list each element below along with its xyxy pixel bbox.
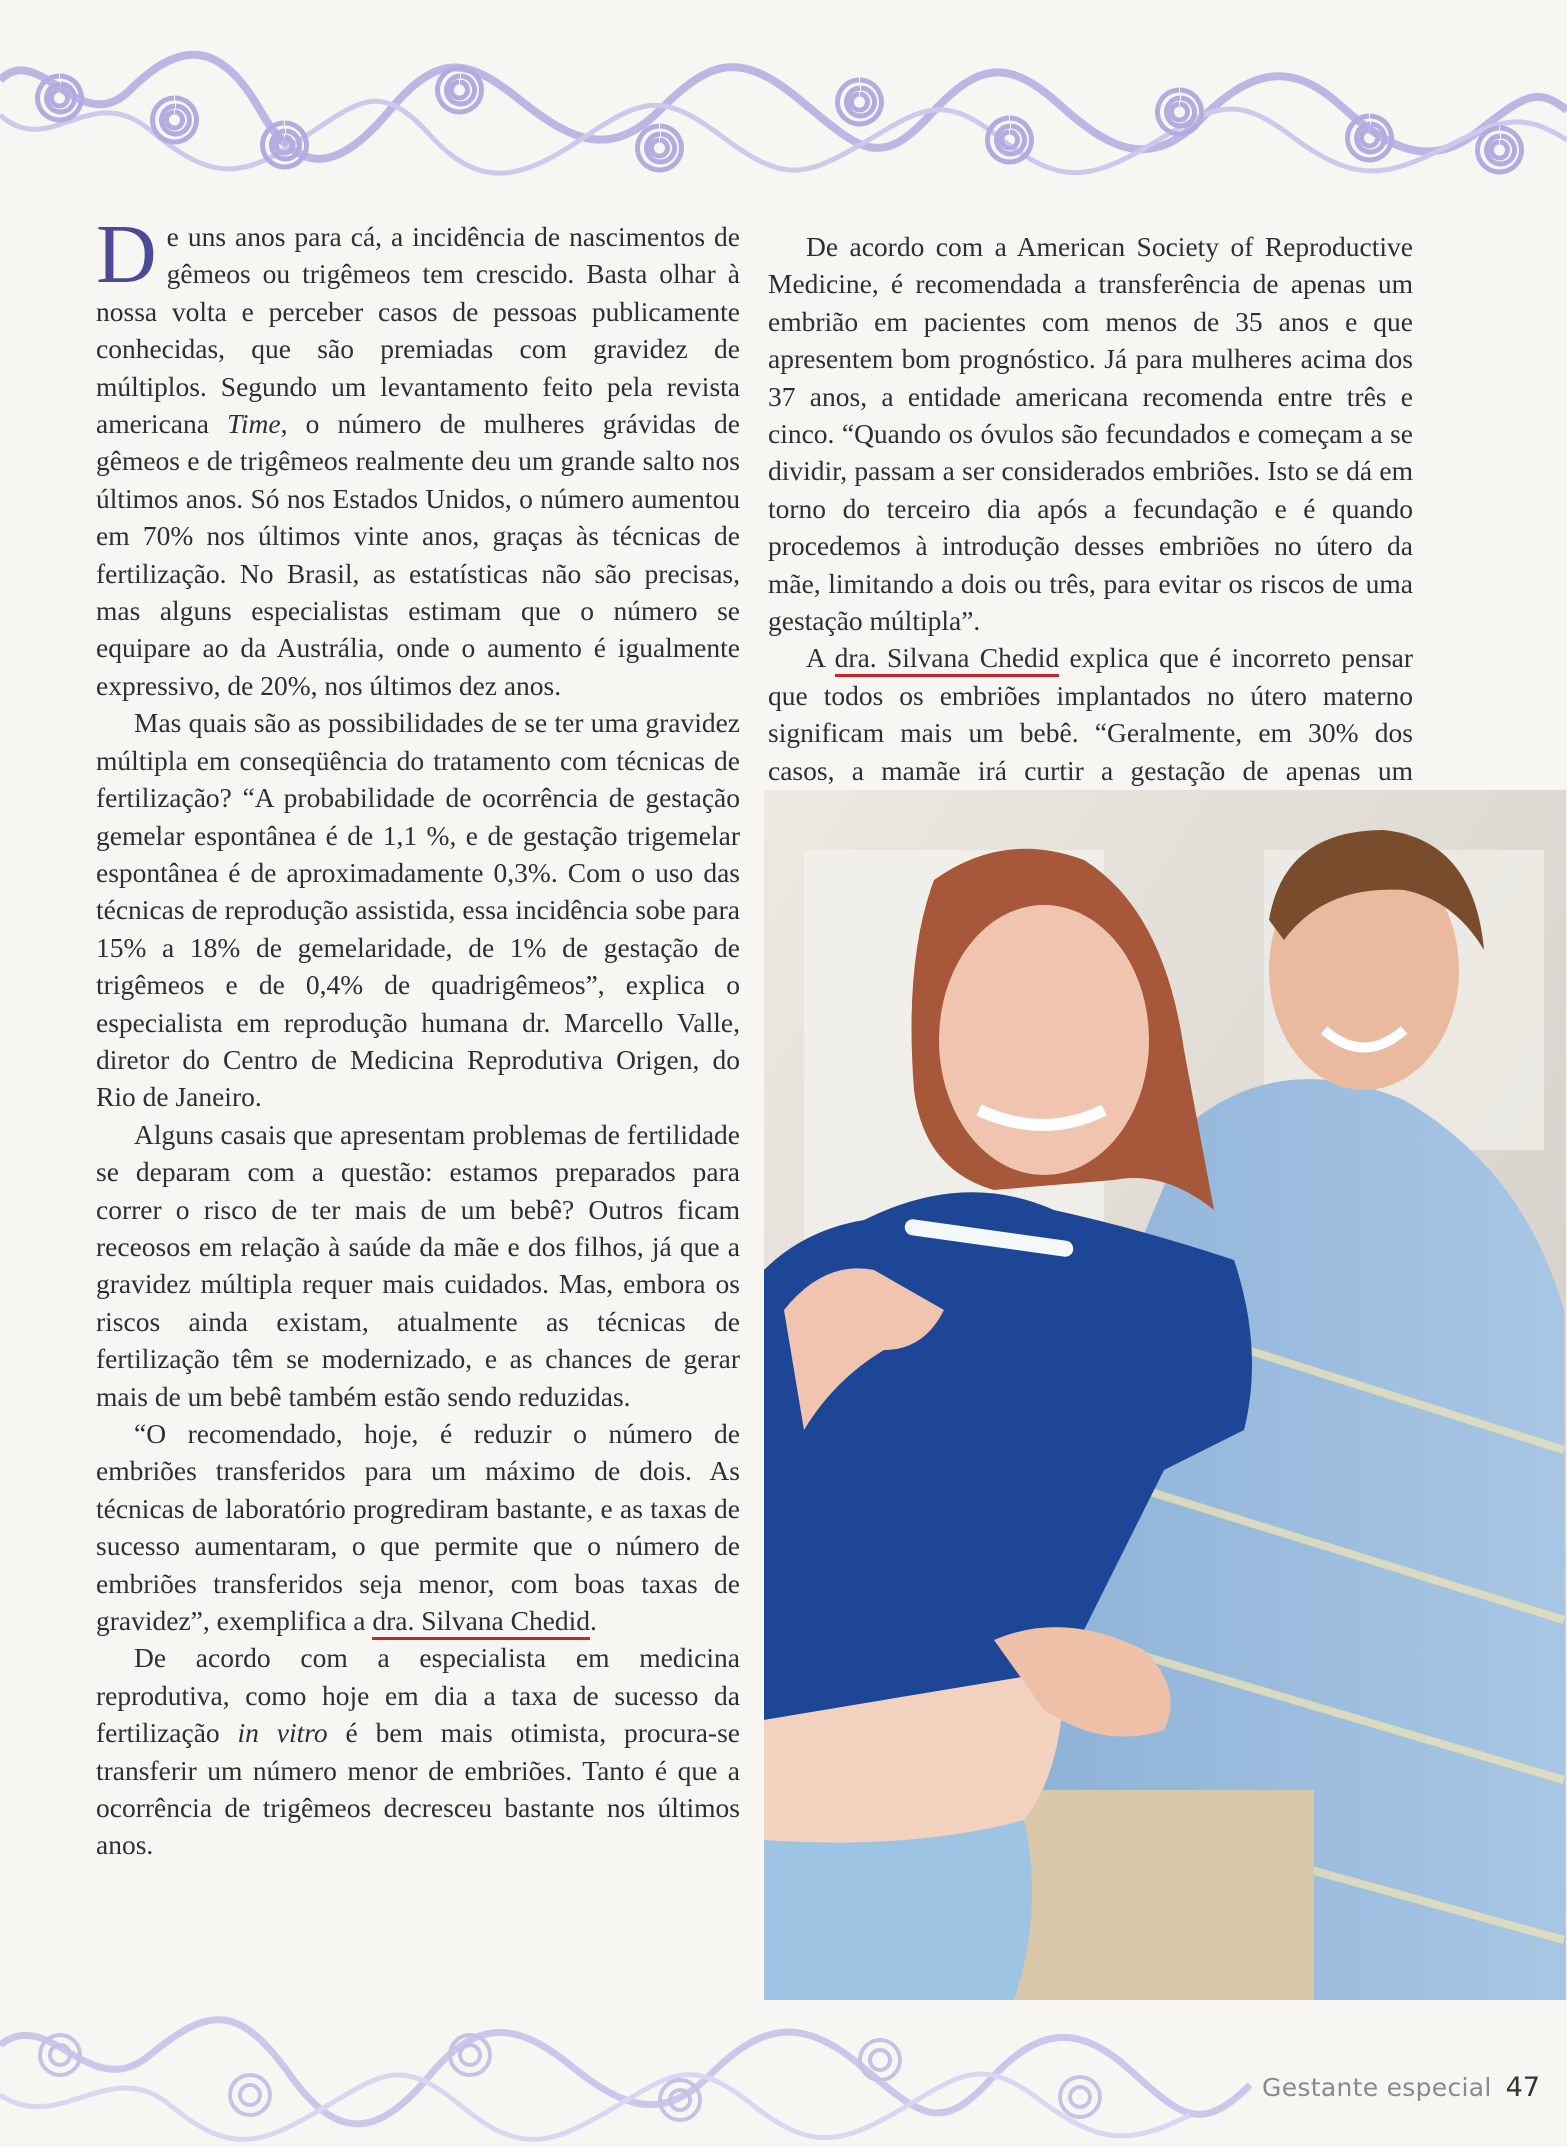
- article-paragraph-4: “O recomendado, hoje, é reduzir o número de embriões transferidos para um máximo de dois. As técnicas de laboratório progrediram bastante, e as taxas de sucesso aumentaram, o que permite que o número de embriões transferidos seja menor, com boas taxas de gravidez”, exemplifica a dra. Silvana Chedid.: [96, 1415, 740, 1639]
- couple-photo: [764, 790, 1566, 2000]
- underlined-name: dra. Silvana Chedid: [835, 642, 1060, 677]
- article-paragraph-5: De acordo com a especialista em medicina reprodutiva, como hoje em dia a taxa de sucesso da fertilização in vitro é bem mais otimista, procura-se transferir um número menor de embriões. Tanto é que a ocorrência de trigêmeos decresceu bastante nos últimos anos.: [96, 1642, 740, 1861]
- article-paragraph-7: A dra. Silvana Chedid explica que é incorreto pensar que todos os embriões implantados no útero materno significam mais um bebê. “Geralmente, em 30% dos casos, a mamãe irá curtir a gestação de apenas um: [768, 642, 1414, 786]
- article-paragraph-6: De acordo com a American Society of Reproductive Medicine, é recomendada a transferência de apenas um embrião em pacientes com menos de 35 anos e que apresentem bom prognóstico. Já para mulheres acima dos 37 anos, a entidade americana recomenda entre três e cinco. “Quando os óvulos são fecundados e começam a se dividir, passam a ser considerados embriões. Isto se dá em torno do terceiro dia após a fecundação e é quando procedemos à introdução desses embriões no útero da mãe, limitando a dois ou três, para evitar os riscos de uma gestação múltipla”.: [768, 231, 1413, 637]
- couple-pregnancy-test-photo-icon: [764, 790, 1566, 2000]
- article-column-left: [96, 208, 740, 1864]
- article-column-right: [768, 228, 1413, 864]
- page-footer: [1210, 2072, 1540, 2112]
- magazine-name: Gestante especial: [1262, 2073, 1492, 2102]
- drop-cap: D: [96, 208, 157, 301]
- article-paragraph-1: De uns anos para cá, a incidência de nascimentos de gêmeos ou trigêmeos tem crescido. Basta olhar à nossa volta e perceber casos de pessoas publicamente conhecidas, que são premiadas com gravidez de múltiplos. Segundo um levantamento feito pela revista americana Time, o número de mulheres grávidas de gêmeos e de trigêmeos realmente deu um grande salto nos últimos anos. Só nos Estados Unidos, o número aumentou em 70% nos últimos vinte anos, graças às técnicas de fertilização. No Brasil, as estatísticas não são precisas, mas alguns especialistas estimam que o número se equipare ao da Austrália, onde o aumento é igualmente expressivo, de 20%, nos últimos dez anos.: [96, 208, 740, 701]
- article-paragraph-2: Mas quais são as possibilidades de se ter uma gravidez múltipla em conseqüência do tratamento com técnicas de fertilização? “A probabilidade de ocorrência de gestação gemelar espontânea é de 1,1 %, e de gestação trigemelar espontânea é de aproximadamente 0,3%. Com o uso das técnicas de reprodução assistida, essa incidência sobe para 15% a 18% de gemelaridade, de 1% de gestação de trigêmeos e de 0,4% de quadrigêmeos”, explica o especialista em reprodução humana dr. Marcello Valle, diretor do Centro de Medicina Reprodutiva Origen, do Rio de Janeiro.: [96, 707, 740, 1113]
- article-paragraph-3: Alguns casais que apresentam problemas de fertilidade se deparam com a questão: estamos preparados para correr o risco de ter mais de um bebê? Outros ficam receosos em relação à saúde da mãe e dos filhos, já que a gravidez múltipla requer mais cuidados. Mas, embora os riscos ainda existam, atualmente as técnicas de fertilização têm se modernizado, e as chances de gerar mais de um bebê também estão sendo reduzidas.: [96, 1118, 740, 1412]
- top-swirl-border-icon: [0, 20, 1567, 200]
- underlined-name: dra. Silvana Chedid: [372, 1605, 590, 1640]
- page-number: 47: [1505, 2072, 1540, 2103]
- bottom-swirl-border-icon: [0, 1985, 1567, 2147]
